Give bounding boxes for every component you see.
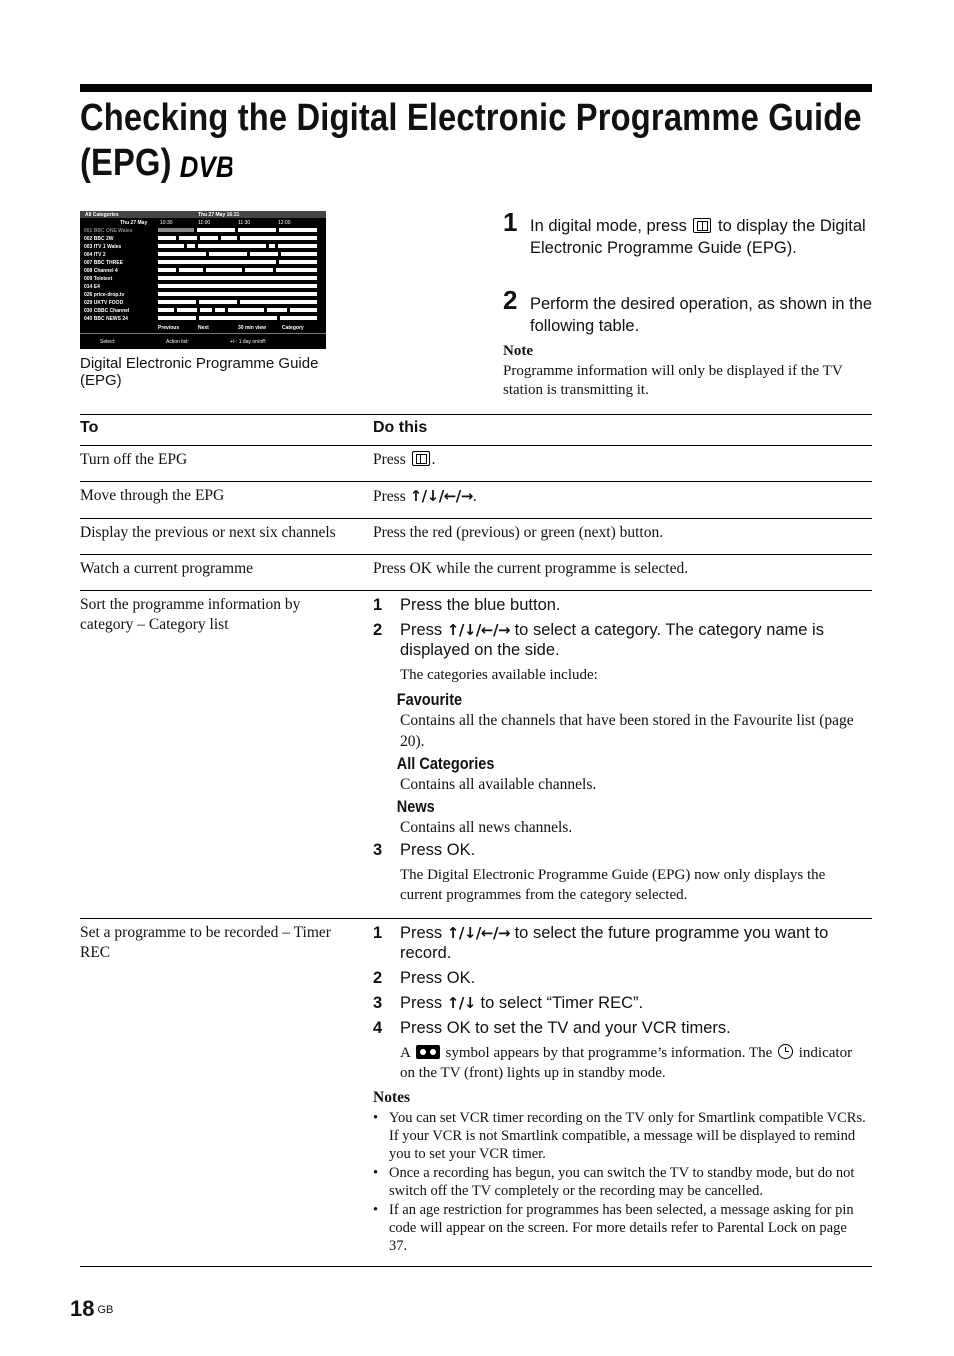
operations-table bbox=[80, 414, 872, 1267]
step-number: 2 bbox=[503, 285, 518, 315]
epg-row: 008 Channel 4 bbox=[80, 267, 326, 274]
arrow-keys-icon: ↑/↓/←/→ bbox=[409, 487, 473, 505]
step-2: 2 Perform the desired operation, as shown in the following table. bbox=[503, 285, 873, 335]
title-rule bbox=[80, 84, 872, 92]
epg-row: 009 Teletext bbox=[80, 275, 326, 282]
vcr-tape-icon bbox=[416, 1045, 440, 1059]
arrow-keys-icon: ↑/↓/←/→ bbox=[446, 924, 510, 942]
epg-header-right: Thu 27 May 16:31 bbox=[198, 212, 240, 218]
epg-screen-image bbox=[80, 211, 326, 349]
epg-footer-category: Category bbox=[282, 325, 304, 331]
epg-row: 003 ITV 1 Wales bbox=[80, 243, 326, 250]
epg-footer-previous: Previous bbox=[158, 325, 180, 331]
epg-time-3: 11:30 bbox=[238, 220, 251, 226]
epg-row: 002 BBC 2W bbox=[80, 235, 326, 242]
dvb-logo bbox=[179, 147, 232, 192]
note-heading: Note bbox=[503, 343, 533, 359]
notes-heading: Notes bbox=[373, 1089, 411, 1106]
epg-row: 001 BBC ONE Wales bbox=[80, 227, 326, 234]
guide-button-icon bbox=[412, 451, 430, 466]
epg-row: 007 BBC THREE bbox=[80, 259, 326, 266]
svg-text:DVB: DVB bbox=[179, 151, 232, 181]
epg-header-bar bbox=[80, 211, 326, 218]
epg-footer-view: 30 min view bbox=[238, 325, 267, 331]
note-item: • You can set VCR timer recording on the TV only for Smartlink compatible VCRs. If your VCR is not Smartlink compatible, a message will be displayed to remind you to set your VCR timer. bbox=[373, 1109, 868, 1163]
col-do-header: Do this bbox=[373, 419, 428, 436]
arrow-keys-icon: ↑/↓/←/→ bbox=[446, 621, 510, 639]
epg-caption: Digital Electronic Programme Guide (EPG) bbox=[80, 355, 319, 389]
epg-row: 004 ITV 2 bbox=[80, 251, 326, 258]
epg-row: 026 price-drop.tv bbox=[80, 291, 326, 298]
guide-button-icon bbox=[693, 218, 711, 233]
col-to-header: To bbox=[80, 419, 99, 436]
category-news: News bbox=[396, 798, 435, 816]
epg-footer-action: Action list: bbox=[166, 339, 189, 345]
epg-row: 029 UKTV FOOD bbox=[80, 299, 326, 306]
table-header bbox=[80, 415, 872, 446]
epg-row: 014 E4 bbox=[80, 283, 326, 290]
note-item: • If an age restriction for programmes has been selected, a message asking for pin code will appear on the screen. For more details refer to Parental Lock on page 37. bbox=[373, 1201, 868, 1255]
epg-header-left: All Categories bbox=[85, 212, 119, 218]
epg-time-4: 12:00 bbox=[278, 220, 291, 226]
table-row-category: Sort the programme information by category – Category list 1 Press the blue button. 2 Press ↑/↓/←/→ to select a category. The category name is displayed on the side. The categories available include: Favourite Contains all the channels that have been stored in the Favourite list (page 20). All Categories Contains all available channels. News Contains all news channels. 3 Press OK. The Digital Electronic Programme Guide (EPG) now only displays the current programmes from the category selected. bbox=[80, 591, 872, 919]
note-body: Programme information will only be displayed if the TV station is transmitting it. bbox=[503, 363, 843, 398]
step-number: 1 bbox=[503, 207, 518, 237]
epg-row: 030 CBBC Channel bbox=[80, 307, 326, 314]
arrow-keys-icon: ↑/↓ bbox=[446, 994, 476, 1012]
title-line-2: (EPG) bbox=[80, 142, 172, 184]
title-line-1: Checking the Digital Electronic Programme Guide bbox=[80, 97, 862, 139]
table-row-timer-rec: Set a programme to be recorded – Timer REC 1 Press ↑/↓/←/→ to select the future programme you want to record. 2 Press OK. 3 Press ↑/↓ to select “Timer REC”. 4 Press OK to set the TV and your VCR timers. A symbol appears by that programme’s information. The indicator on the TV (front) lights up in standby mode. Notes • You can set VCR timer recording on the TV only for Smartlink compatible VCRs. If your VCR is not Smartlink compatible, a message will be displayed to remind you to set your VCR timer. • Once a recording has begun, you can switch the TV to standby mode, but do not switch off the TV completely or the recording may be cancelled. • If an age restriction for programmes has been selected, a message asking for pin code will appear on the screen. For more details refer to Parental Lock on page 37. bbox=[80, 919, 872, 1267]
table-row: Turn off the EPG Press . bbox=[80, 446, 872, 482]
timer-clock-icon bbox=[778, 1044, 793, 1059]
table-row: Move through the EPG Press ↑/↓/←/→. bbox=[80, 482, 872, 519]
epg-time-2: 11:00 bbox=[198, 220, 211, 226]
page-number: 18 GB bbox=[70, 1296, 114, 1321]
category-all: All Categories bbox=[396, 755, 495, 773]
epg-row: 040 BBC NEWS 24 bbox=[80, 315, 326, 322]
note-item: • Once a recording has begun, you can switch the TV to standby mode, but do not switch off the TV completely or the recording may be cancelled. bbox=[373, 1164, 868, 1200]
epg-footer-select: Select: bbox=[100, 339, 116, 345]
category-favourite: Favourite bbox=[396, 691, 463, 709]
step-1: 1 In digital mode, press to display the Digital Electronic Programme Guide (EPG). bbox=[503, 207, 866, 257]
page-title bbox=[80, 96, 862, 192]
epg-date: Thu 27 May bbox=[120, 220, 148, 226]
table-row: Watch a current programme Press OK while the current programme is selected. bbox=[80, 555, 872, 591]
table-row: Display the previous or next six channels Press the red (previous) or green (next) button. bbox=[80, 519, 872, 555]
epg-time-1: 10:30 bbox=[160, 220, 173, 226]
epg-footer bbox=[80, 333, 326, 349]
epg-footer-day: +/-: 1 day on/off: bbox=[230, 339, 267, 345]
epg-footer-next: Next bbox=[198, 325, 209, 331]
